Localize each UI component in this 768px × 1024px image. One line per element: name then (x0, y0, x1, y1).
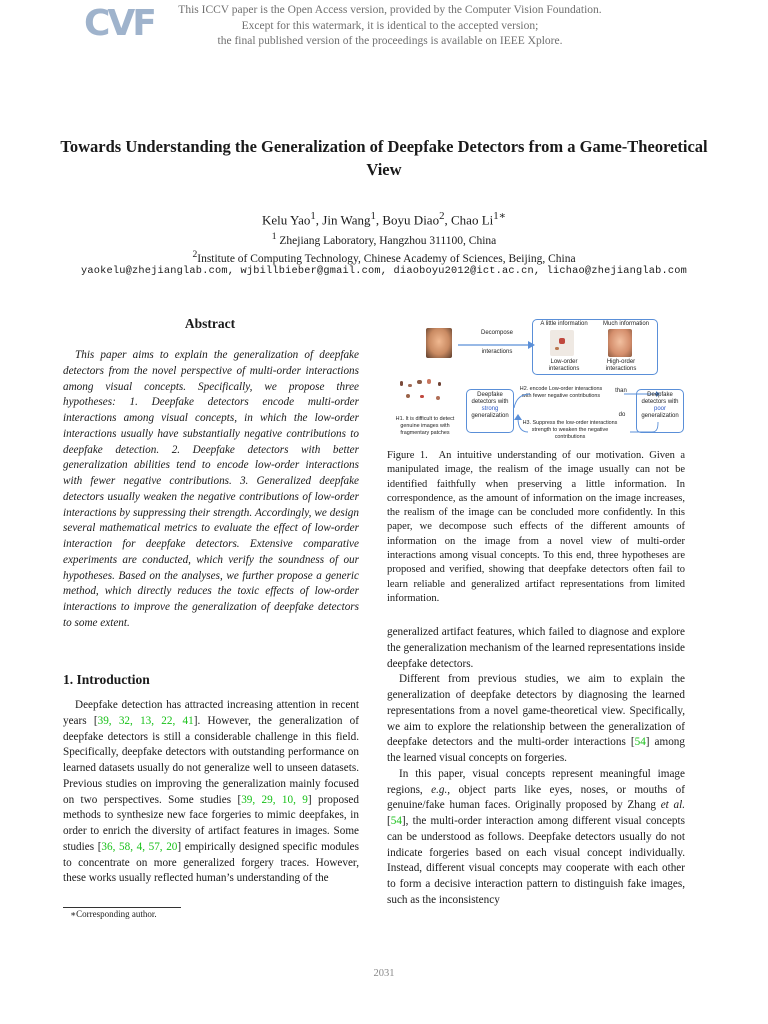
source-face-image (426, 328, 452, 358)
author-sup: 2 (439, 210, 445, 222)
watermark (150, 3, 630, 50)
body-text: Different from previous studies, we aim to explain the generalization of deepfake detectors by diagnosing the learned representations from a novel game-theoretical view. Specifically, we aim to explore the relationship between the generalization of deepfake detectors and the multi-order interactions [ (387, 673, 685, 749)
strong-detector-label (466, 392, 514, 420)
patch (559, 338, 565, 344)
low-order-patches-image (550, 330, 574, 356)
cvf-logo: CVF (84, 3, 154, 44)
detector-line: Deepfake (647, 392, 673, 398)
affil-text: Institute of Computing Technology, Chinese Academy of Sciences, Beijing, China (197, 252, 576, 265)
patch (427, 379, 431, 384)
much-info-label: Much information (602, 321, 650, 327)
author-name: Boyu Diao (382, 212, 440, 228)
patch (417, 380, 422, 384)
body-text: object parts like eyes, noses, or mouths of genuine/fake human faces. Originally proposed by Zhang (387, 783, 685, 812)
body-text: In this paper, visual concepts represent meaningful image regions, (387, 767, 685, 796)
intro-text: ] proposed methods to synthesize new face forgeries to mimic deepfakes, in order to enrich the diversity of artifact features in images. Some studies [ (63, 793, 359, 853)
caption-label: Figure 1. (387, 450, 428, 461)
high-order-label: High-order interactions (605, 359, 637, 372)
intro-text: ]. However, the generalization of deepfake detectors is still a considerable challenge in this field. Specifically, deepfake detectors with outstanding performance on learned datasets usually do not generalize well to unseen datasets. Previous studies on improving the generalization mainly focused on two perspectives. Some studies [ (63, 714, 359, 806)
affiliation (60, 229, 708, 249)
author-name: Jin Wang (322, 212, 371, 228)
author-sup: 1∗ (493, 210, 507, 222)
watermark-line: This ICCV paper is the Open Access version, provided by the Computer Vision Foundation. (178, 4, 602, 16)
detector-line: generalization (641, 413, 679, 419)
intro-text: ] empirically designed specific modules to concentrate on more generalized forgery traces. However, these works usually reflected human’s understanding of the (63, 840, 359, 885)
figure-1 (386, 316, 686, 448)
citation-link[interactable]: 54 (390, 815, 402, 827)
hypothesis-3: H3. Suppress the low-order interactions strength to weaken the negative contributions (522, 420, 618, 440)
patch (438, 382, 441, 386)
abstract-body: This paper aims to explain the generalization of deepfake detectors from the novel perspective of multi-order interactions among visual concepts. Specifically, we propose three hypotheses: 1. Deepfake detectors encode multi-order interactions among visual concepts, in which the low-order interactions usually have substantially negative contributions to deepfake detection. 2. Deepfake detectors with better generalization abilities tend to encode low-order interactions with fewer negative contributions. 3. Generalized deepfake detectors usually weaken the negative contributions of low-order interactions by suppressing their strength. Accordingly, we design several mathematical metrics to evaluate the effect of low-order interaction for deepfake detectors. Extensive comparative experiments are conducted, which verify the soundness of our hypotheses. Based on the analyses, we further propose a generic method, which directly reduces the toxic effects of low-order interactions to improve the generalization of deepfake detectors to some extent. (63, 349, 359, 629)
page-number: 2031 (373, 968, 395, 979)
patch (436, 396, 440, 400)
footnote: ∗Corresponding author. (70, 909, 157, 919)
affil-text: Zhejiang Laboratory, Hangzhou 311100, China (276, 234, 497, 247)
detector-line: detectors with (471, 399, 509, 405)
patch (420, 395, 424, 398)
author-sup: 1 (310, 210, 316, 222)
than-label: than (615, 388, 627, 394)
citation-link[interactable]: 36, 58, 4, 57, 20 (101, 840, 178, 853)
detector-line: Deepfake (477, 392, 503, 398)
caption-text: An intuitive understanding of our motivation. Given a manipulated image, the realism of the image usually can not be identified faithfully when preserving a little information. In correspondence, as the amount of information on the image increases, the realism of the image can be concluded more confidently. In this paper, we decompose such effects of the different amounts of information on the image from a novel view of multi-order interactions among visual concepts. To this end, three hypotheses are proposed and verified, showing that deepfake detectors often fail to learn reliable and generalized artifact representations from limited information. (387, 450, 685, 604)
poor-detector-label (636, 392, 684, 420)
body-text: ] among the learned visual concepts on forgeries. (387, 736, 685, 764)
body-text: [ (387, 815, 391, 827)
citation-link[interactable]: 39, 32, 13, 22, 41 (97, 714, 194, 727)
hypothesis-1: H1. It is difficult to detect genuine images with fragmentary patches (395, 416, 455, 436)
high-order-face-image (608, 329, 632, 357)
detector-line: poor (653, 406, 666, 412)
emphasis: et al. (660, 799, 685, 812)
paper-title: Towards Understanding the Generalization of Deepfake Detectors from a Game-Theoretical View (60, 137, 708, 179)
do-label: do (618, 412, 626, 418)
detector-line: detectors with (641, 399, 679, 405)
figure-caption (387, 449, 685, 606)
patch (408, 384, 412, 387)
abstract-text (63, 348, 359, 632)
author-list: Kelu Yao$^1$, Jin Wang$^1$, Boyu Diao$^2$, Chao $Li^{1∗}$ (261, 210, 507, 228)
citation-link[interactable]: 54 (634, 736, 646, 749)
patch (400, 381, 403, 386)
patch (555, 347, 559, 350)
citation-link[interactable]: 39, 29, 10, 9 (241, 793, 308, 806)
decompose-label: Decompose (480, 330, 513, 336)
interactions-label: interactions (481, 349, 513, 355)
author-name: Chao Li (451, 212, 494, 228)
abstract-heading: Abstract (184, 316, 236, 331)
author-name: Kelu Yao (261, 212, 311, 228)
affil-sup: 1 (271, 231, 277, 242)
detector-line: generalization (471, 413, 509, 419)
patch (406, 394, 410, 398)
body-paragraph: generalized artifact features, which failed to diagnose and explore the generalization mechanism of the learned representations inside deepfake detectors. (387, 626, 685, 670)
body-paragraph (387, 767, 685, 909)
detector-line: strong (481, 406, 499, 412)
author-sup: 1 (370, 210, 376, 222)
watermark-line: the final published version of the proceedings is available on IEEE Xplore. (217, 35, 563, 47)
body-paragraph (387, 672, 685, 767)
intro-paragraph (63, 698, 359, 887)
author-emails: yaokelu@zhejianglab.com, wjbillbieber@gmail.com, diaoboyu2012@ict.ac.cn, lichao@zhejianglab.com (80, 265, 688, 277)
affiliation (60, 247, 708, 267)
little-info-label: A little information (540, 321, 588, 327)
body-text: ], the multi-order interaction among different visual concepts can be understood as follows. Deepfake detectors usually do not indicate forgeries based on each visual concept individually. Instead, different visual concepts may cooperate with each other to form a decisive interaction pattern to distinguish fake images, such as the inconsistency (387, 815, 685, 906)
low-order-label: Low-order interactions (548, 359, 580, 372)
emphasis: e.g., (431, 783, 451, 796)
section-heading: 1. Introduction (63, 672, 150, 687)
watermark-line: Except for this watermark, it is identical to the accepted version; (241, 19, 539, 32)
footnote-rule (63, 907, 181, 908)
affil-sup: 2 (192, 249, 198, 260)
intro-text: Deepfake detection has attracted increasing attention in recent years [ (63, 699, 359, 727)
hypothesis-2: H2. encode Low-order interactions with fewer negative contributions (519, 386, 603, 399)
right-column (387, 625, 685, 909)
